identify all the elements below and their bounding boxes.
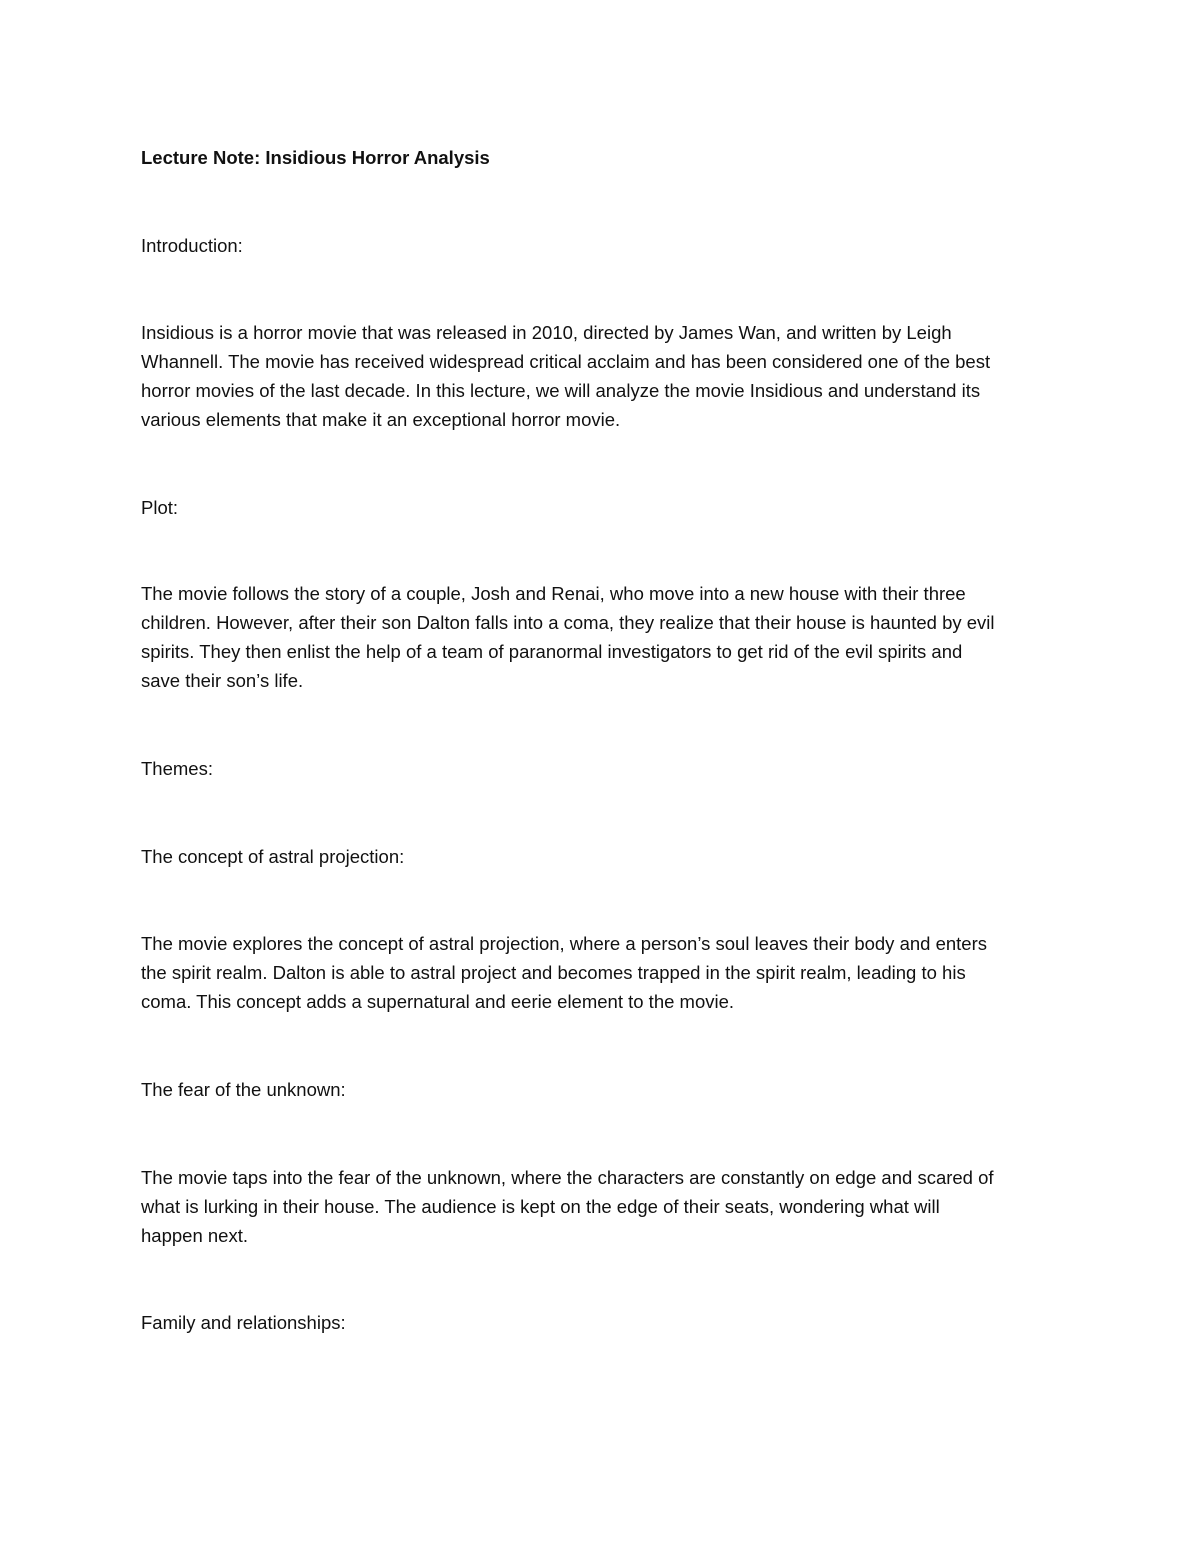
plot-paragraph	[141, 579, 1061, 695]
plot-line: The movie follows the story of a couple, Josh and Renai, who move into a new house with their three	[141, 583, 966, 604]
astral-line: The movie explores the concept of astral projection, where a person’s soul leaves their body and enters	[141, 933, 987, 954]
plot-line: save their son’s life.	[141, 670, 304, 691]
plot-line: spirits. They then enlist the help of a team of paranormal investigators to get rid of the evil spirits and	[141, 641, 963, 662]
document-title: Lecture Note: Insidious Horror Analysis	[141, 147, 490, 168]
astral-projection-paragraph	[141, 929, 1061, 1016]
fear-line: happen next.	[141, 1225, 248, 1246]
plot-heading: Plot:	[141, 497, 179, 518]
fear-line: what is lurking in their house. The audience is kept on the edge of their seats, wondering what will	[141, 1196, 940, 1217]
family-heading: Family and relationships:	[141, 1312, 346, 1333]
astral-line: the spirit realm. Dalton is able to astral project and becomes trapped in the spirit realm, leading to his	[141, 962, 966, 983]
astral-projection-heading: The concept of astral projection:	[141, 846, 405, 867]
themes-heading: Themes:	[141, 758, 213, 779]
astral-line: coma. This concept adds a supernatural and eerie element to the movie.	[141, 991, 735, 1012]
fear-heading: The fear of the unknown:	[141, 1079, 346, 1100]
fear-line: The movie taps into the fear of the unknown, where the characters are constantly on edge and scared of	[141, 1167, 994, 1188]
introduction-heading: Introduction:	[141, 235, 243, 256]
introduction-line: Insidious is a horror movie that was released in 2010, directed by James Wan, and written by Leigh	[141, 322, 952, 343]
introduction-paragraph	[141, 318, 1061, 434]
introduction-line: horror movies of the last decade. In this lecture, we will analyze the movie Insidious and understand its	[141, 380, 981, 401]
introduction-line: various elements that make it an exceptional horror movie.	[141, 409, 621, 430]
fear-paragraph	[141, 1163, 1061, 1250]
introduction-line: Whannell. The movie has received widespread critical acclaim and has been considered one of the best	[141, 351, 991, 372]
plot-line: children. However, after their son Dalton falls into a coma, they realize that their house is haunted by evil	[141, 612, 995, 633]
